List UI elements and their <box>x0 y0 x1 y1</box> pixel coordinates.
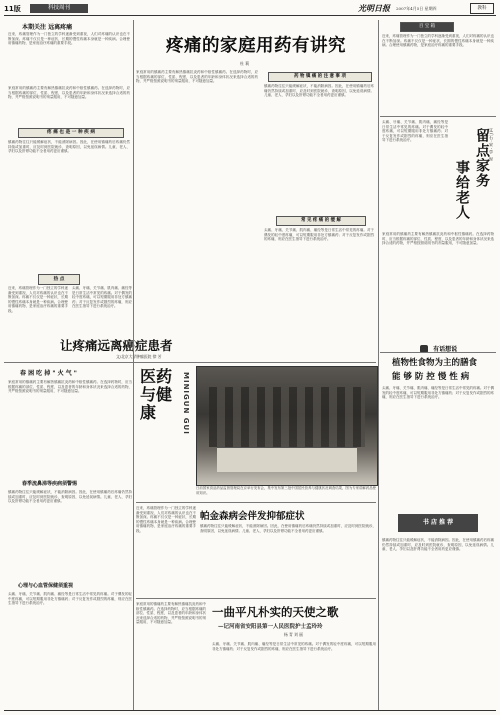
left-subhead-box <box>18 128 124 138</box>
parkinson-left-text: 近来，疼痛管理作为一门独立的学科逐渐受到重视，人们对疼痛的认识也在不断加深。疼痛不仅仅是一种症状，长期的慢性疼痛本身就是一种疾病。合理使用镇痛药物，是家庭治疗疼痛的重要手段。 <box>136 506 196 533</box>
common-methods-subhead-box <box>276 216 366 226</box>
drug-tips-subhead-box <box>268 72 372 82</box>
issue-date: 2007年4月5日 星期四 <box>396 6 437 11</box>
common-methods-subhead: 常 见 疼 痛 的 缓 解 <box>301 218 341 223</box>
elderly-headline-2: 事给老人 <box>454 160 470 220</box>
mid-divider-3 <box>136 598 376 599</box>
angel-text: 头痛、牙痛、关节痛、肌肉痛、痛经等是日常生活中常见的疼痛。对于偶发的轻中度疼痛，可以短期服用非处方镇痛药；对于反复发作或剧烈的疼痛，则应在医生指导下进行系统治疗。 <box>212 642 376 651</box>
section-tag: 科技周刊 <box>30 4 88 13</box>
parkinson-text: 镇痛药物往往只能缓解症状，不能消除病因。因此，在使用镇痛药后疼痛仍然持续或加重时，应及时到医院就诊，查明原因，以免延误病情。儿童、老人、孕妇以及肝肾功能不全者用药更应谨慎。 <box>200 524 376 533</box>
health-news-logo <box>420 338 464 353</box>
right-mid-text: 头痛、牙痛、关节痛、肌肉痛、痛经等是日常生活中常见的疼痛。对于偶发的轻中度疼痛，可以短期服用非处方镇痛药；对于反复发作或剧烈的疼痛，则应在医生指导下进行系统治疗。 <box>382 120 448 143</box>
col-rule-1 <box>133 20 134 710</box>
paper-logo: 光明日报 <box>358 3 390 13</box>
hot-label: 热 点 <box>53 277 65 282</box>
photo-caption: 日前国家食品药品监督管理局在京举行发布会，集中发布第三批中国居民营养与健康状况调查结果，图为专家讲解药品使用知识。 <box>196 486 376 495</box>
photo <box>196 366 378 486</box>
angel-headline: 一曲平凡朴实的天使之歌 <box>212 605 339 619</box>
common-methods-text: 头痛、牙痛、关节痛、肌肉痛、痛经等是日常生活中常见的疼痛。对于偶发的轻中度疼痛，可以短期服用非处方镇痛药；对于反复发作或剧烈的疼痛，则应在医生指导下进行系统治疗。 <box>264 228 374 242</box>
book-promo <box>398 514 478 532</box>
huwai-subhead: 心理与心血管保健须重视 <box>18 583 74 589</box>
right-top-text: 近来，疼痛管理作为一门独立的学科逐渐受到重视，人们对疼痛的认识也在不断加深。疼痛不仅仅是一种症状，长期的慢性疼痛本身就是一种疾病。合理使用镇痛药物，是家庭治疗疼痛的重要手段。 <box>382 34 494 48</box>
top-kicker: 本期关注 远离疼痛 <box>22 24 73 31</box>
right-lower-text: 家庭常用的镇痛药主要有解热镇痛抗炎药和中枢性镇痛药。在选择药物时，应当根据疼痛的部位、性质、程度，以及患者的年龄和身体状况来选择合适的药物，并严格按照说明书的剂量服用，不可随意加量。 <box>382 232 494 246</box>
parkinson-headline: 帕金森病会伴发抑郁症状 <box>200 511 305 522</box>
elderly-prefix: 文/石·宋·学 时 <box>489 128 494 163</box>
intro-text: 近来，疼痛管理作为一门独立的学科逐渐受到重视，人们对疼痛的认识也在不断加深。疼痛不仅仅是一种症状，长期的慢性疼痛本身就是一种疾病。合理使用镇痛药物，是家庭治疗疼痛的重要手段。 <box>8 32 130 46</box>
medicine-health-headline: 医药与健康 <box>140 367 173 422</box>
health-news-label: 有话想说 <box>433 346 458 353</box>
main-byline: 杜 莉 <box>240 61 250 66</box>
edition-mark: 教科 <box>470 3 494 14</box>
plants-title-1: 植物性食物为主的膳食 <box>392 358 478 368</box>
medicine-vertical-text: MINIGUN GUI <box>182 372 190 435</box>
main-headline: 疼痛的家庭用药有讲究 <box>166 36 346 56</box>
pain-patients-byline: 文/北京大学肿瘤医院 徐 芳 <box>116 354 162 359</box>
right-top-label-box <box>400 22 454 32</box>
plants-title-2: 能 够 防 控 慢 性 病 <box>392 372 470 382</box>
plants-text: 头痛、牙痛、关节痛、肌肉痛、痛经等是日常生活中常见的疼痛。对于偶发的轻中度疼痛，可以短期服用非处方镇痛药；对于反复发作或剧烈的疼痛，则应在医生指导下进行系统治疗。 <box>382 386 494 400</box>
photo-people <box>209 387 365 447</box>
hot-label-box <box>38 274 80 285</box>
left-subhead: 疼 痛 也 是 一 种 疾 病 <box>47 130 95 135</box>
col-rule-2 <box>378 20 379 710</box>
main-column-1: 家庭常用的镇痛药主要有解热镇痛抗炎药和中枢性镇痛药。在选择药物时，应当根据疼痛的部位、性质、程度，以及患者的年龄和身体状况来选择合适的药物，并严格按照说明书的剂量服用，不可随意加量。 <box>136 70 258 84</box>
elderly-headline-1: 留点家务 <box>474 128 490 188</box>
page-number: 11版 <box>4 5 21 13</box>
right-bottom-text: 镇痛药物往往只能缓解症状，不能消除病因。因此，在使用镇痛药后疼痛仍然持续或加重时，应及时到医院就诊，查明原因，以免延误病情。儿童、老人、孕妇以及肝肾功能不全者用药更应谨慎。 <box>382 538 494 552</box>
drug-tips-subhead: 药 物 镇 痛 的 注 意 事 项 <box>294 74 346 79</box>
right-divider-1 <box>380 116 496 117</box>
bottom-rule <box>4 710 496 711</box>
angel-byline: 杨 青 刘 丽 <box>284 632 303 637</box>
right-top-label: 百 宝 箱 <box>419 24 435 29</box>
chunshou-subhead: 春季流鼻涕等疾病须警惕 <box>22 481 78 487</box>
angel-left-text: 家庭常用的镇痛药主要有解热镇痛抗炎药和中枢性镇痛药。在选择药物时，应当根据疼痛的部位、性质、程度，以及患者的年龄和身体状况来选择合适的药物，并严格按照说明书的剂量服用，不可随意加量。 <box>136 602 206 625</box>
chunshou-text: 镇痛药物往往只能缓解症状，不能消除病因。因此，在使用镇痛药后疼痛仍然持续或加重时，应及时到医院就诊，查明原因，以免延误病情。儿童、老人、孕妇以及肝肾功能不全者用药更应谨慎。 <box>8 490 132 504</box>
huwai-text: 头痛、牙痛、关节痛、肌肉痛、痛经等是日常生活中常见的疼痛。对于偶发的轻中度疼痛，可以短期服用非处方镇痛药；对于反复发作或剧烈的疼痛，则应在医生指导下进行系统治疗。 <box>8 592 132 606</box>
book-promo-label: 书 店 推 荐 <box>422 519 454 526</box>
mid-divider-2 <box>136 502 376 503</box>
pain-patients-headline: 让疼痛远离癌症患者 <box>60 338 173 353</box>
spring-text: 家庭常用的镇痛药主要有解热镇痛抗炎药和中枢性镇痛药。在选择药物时，应当根据疼痛的部位、性质、程度，以及患者的年龄和身体状况来选择合适的药物，并严格按照说明书的剂量服用，不可随意加量。 <box>8 380 132 394</box>
left-column-text: 镇痛药物往往只能缓解症状，不能消除病因。因此，在使用镇痛药后疼痛仍然持续或加重时，应及时到医院就诊，查明原因，以免延误病情。儿童、老人、孕妇以及肝肾功能不全者用药更应谨慎。 <box>8 140 130 154</box>
intro-text-2: 家庭常用的镇痛药主要有解热镇痛抗炎药和中枢性镇痛药。在选择药物时，应当根据疼痛的部位、性质、程度，以及患者的年龄和身体状况来选择合适的药物，并严格按照说明书的剂量服用，不可随意加量。 <box>8 86 130 100</box>
hot-left-text: 近来，疼痛管理作为一门独立的学科逐渐受到重视，人们对疼痛的认识也在不断加深。疼痛不仅仅是一种症状，长期的慢性疼痛本身就是一种疾病。合理使用镇痛药物，是家庭治疗疼痛的重要手段。 <box>8 286 68 313</box>
masthead-rule <box>4 15 496 16</box>
photo-table <box>217 447 357 472</box>
spring-title: 春 困 吃 掉 " 火 气 " <box>20 370 77 377</box>
mid-divider-1 <box>4 362 376 363</box>
angel-subtitle: —记河南省安阳县第一人民医院护士孟玲玲 <box>218 624 323 630</box>
hot-right-text: 头痛、牙痛、关节痛、肌肉痛、痛经等是日常生活中常见的疼痛。对于偶发的轻中度疼痛，可以短期服用非处方镇痛药；对于反复发作或剧烈的疼痛，则应在医生指导下进行系统治疗。 <box>72 286 132 309</box>
right-divider-2 <box>380 352 496 353</box>
drug-tips-text: 镇痛药物往往只能缓解症状，不能消除病因。因此，在使用镇痛药后疼痛仍然持续或加重时，应及时到医院就诊，查明原因，以免延误病情。儿童、老人、孕妇以及肝肾功能不全者用药更应谨慎。 <box>264 84 374 98</box>
